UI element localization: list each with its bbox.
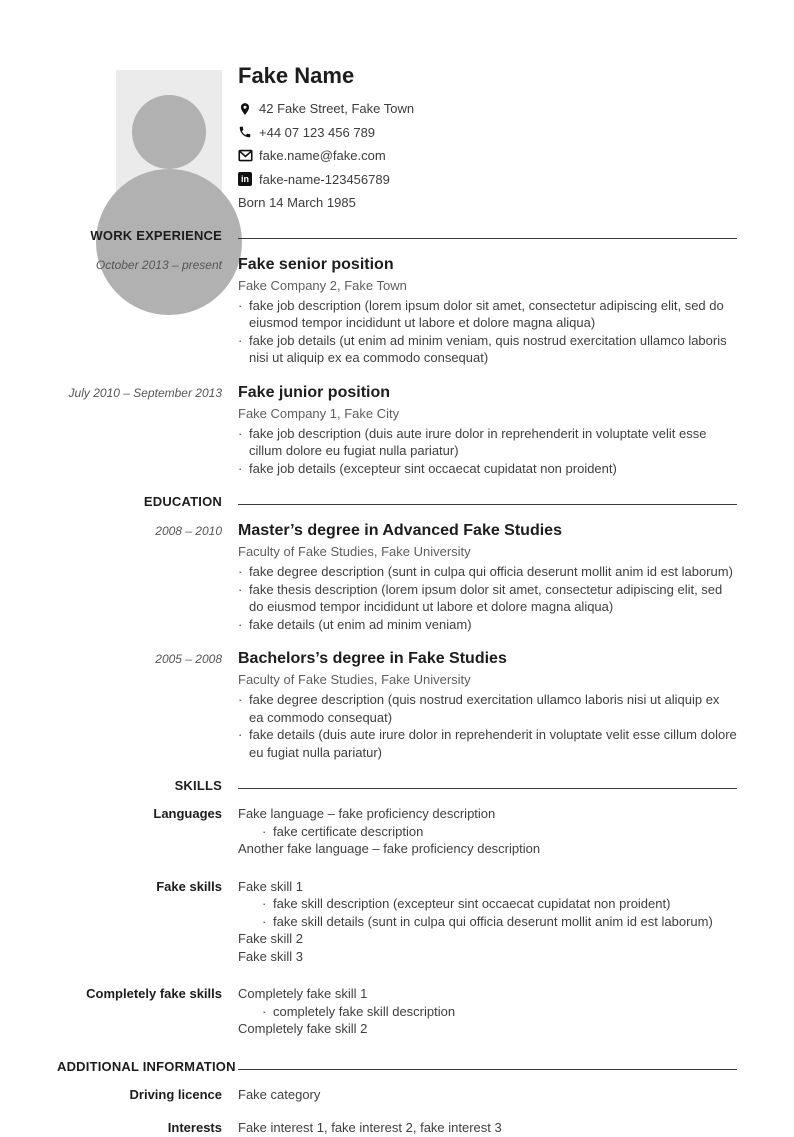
- skills-group-fake-skills: [57, 878, 737, 966]
- entry-title: Fake junior position: [238, 383, 391, 401]
- contact-phone-text: +44 07 123 456 789: [259, 124, 376, 140]
- person-name: Fake Name: [238, 63, 355, 88]
- contact-address-text: 42 Fake Street, Fake Town: [259, 101, 415, 117]
- bullet-text: fake job details (ut enim ad minim veniam, quis nostrud exercitation ullamco laboris nisi ut aliquip ex ea commodo consequat): [249, 332, 727, 365]
- group-label: Languages: [153, 806, 222, 821]
- entry-subtitle: Fake Company 1, Fake City: [238, 405, 400, 421]
- contact-row-address: [238, 97, 737, 121]
- location-pin-icon: [238, 102, 259, 116]
- entry-bullet: [238, 563, 737, 581]
- section-rule: [238, 504, 737, 505]
- contact-linkedin-text: fake-name-123456789: [259, 171, 390, 187]
- entry-title: Bachelors’s degree in Fake Studies: [238, 650, 507, 667]
- bullet-icon: ·: [262, 823, 267, 839]
- entry-title: Master’s degree in Advanced Fake Studies: [238, 522, 562, 539]
- work-entry-junior: [57, 383, 737, 478]
- section-rule: [238, 1069, 737, 1070]
- additional-row-interests: [57, 1119, 737, 1137]
- skill-line: Fake skill 2: [238, 931, 304, 946]
- bullet-icon: ·: [262, 1003, 267, 1019]
- entry-date: October 2013 – present: [95, 257, 222, 272]
- bullet-text: fake job description (duis aute irure dolor in reprehenderit in voluptate velit esse cillum dolore eu fugiat nulla pariatur): [249, 425, 707, 458]
- work-entry-senior: [57, 255, 737, 367]
- skill-sub-bullet: [238, 913, 737, 931]
- bullet-icon: ·: [238, 727, 243, 742]
- entry-date: July 2010 – September 2013: [68, 385, 222, 400]
- section-title: ADDITIONAL INFORMATION: [57, 1058, 236, 1074]
- group-label: Driving licence: [129, 1086, 222, 1102]
- skill-sub-bullet: [238, 1003, 737, 1021]
- profile-photo-placeholder: [116, 70, 222, 208]
- bullet-icon: ·: [238, 425, 243, 441]
- bullet-text: fake degree description (sunt in culpa qui officia deserunt mollit anim id est laborum): [249, 564, 733, 579]
- section-title: SKILLS: [174, 778, 222, 793]
- section-title: EDUCATION: [143, 494, 222, 509]
- section-header-education: [57, 493, 737, 511]
- section-header-additional-information: [57, 1058, 737, 1076]
- resume-header: [57, 63, 737, 215]
- contact-email-text: fake.name@fake.com: [259, 148, 386, 164]
- bullet-icon: ·: [238, 332, 243, 348]
- skill-line: Fake skill 1: [238, 878, 304, 894]
- entry-date: 2008 – 2010: [155, 524, 222, 538]
- entry-bullet: [238, 581, 737, 616]
- email-icon: [238, 149, 259, 162]
- bullet-text: fake details (duis aute irure dolor in reprehenderit in voluptate velit esse cillum dolore eu fugiat nulla pariatur): [249, 727, 737, 760]
- skill-line: Another fake language – fake proficiency description: [238, 841, 541, 856]
- bullet-text: fake details (ut enim ad minim veniam): [249, 616, 472, 632]
- bullet-text: fake skill description (excepteur sint occaecat cupidatat non proident): [273, 896, 671, 911]
- group-label: Fake skills: [156, 878, 222, 894]
- info-value: Fake category: [238, 1086, 321, 1102]
- bullet-icon: ·: [238, 692, 243, 707]
- info-value: Fake interest 1, fake interest 2, fake interest 3: [238, 1119, 502, 1135]
- bullet-icon: ·: [238, 564, 243, 579]
- section-title: WORK EXPERIENCE: [90, 227, 222, 243]
- contact-row-linkedin: [238, 168, 737, 192]
- education-entry-bachelors: [57, 649, 737, 761]
- skill-line: Completely fake skill 2: [238, 1021, 368, 1036]
- bullet-icon: ·: [238, 297, 243, 313]
- bullet-icon: ·: [238, 581, 243, 597]
- skill-line: Fake language – fake proficiency description: [238, 806, 496, 821]
- bullet-text: fake degree description (quis nostrud exercitation ullamco laboris nisi ut aliquip ex ea commodo consequat): [249, 692, 720, 725]
- bullet-text: fake skill details (sunt in culpa qui officia deserunt mollit anim id est laborum): [273, 913, 713, 929]
- entry-bullet: [238, 332, 737, 367]
- entry-bullet: [238, 425, 737, 460]
- group-label: Completely fake skills: [86, 986, 222, 1001]
- entry-date: 2005 – 2008: [155, 652, 222, 666]
- contact-row-phone: [238, 121, 737, 145]
- education-entry-masters: [57, 521, 737, 633]
- bullet-text: fake certificate description: [273, 823, 424, 839]
- bullet-icon: ·: [238, 460, 243, 476]
- person-avatar-icon: [116, 70, 222, 208]
- bullet-text: fake job description (lorem ipsum dolor sit amet, consectetur adipiscing elit, sed do eiusmod tempor incididunt ut labore et dolore magna aliqua): [249, 297, 724, 330]
- bullet-text: completely fake skill description: [273, 1003, 456, 1019]
- bullet-text: fake thesis description (lorem ipsum dolor sit amet, consectetur adipiscing elit, sed do eiusmod tempor incididunt ut labore et dolore magna aliqua): [249, 581, 723, 614]
- entry-bullet: [238, 726, 737, 761]
- birth-date-text: Born 14 March 1985: [238, 195, 356, 211]
- entry-subtitle: Faculty of Fake Studies, Fake University: [238, 672, 471, 687]
- group-label: Interests: [167, 1119, 222, 1135]
- skills-group-languages: [57, 805, 737, 858]
- skill-sub-bullet: [238, 823, 737, 841]
- linkedin-icon: [238, 172, 259, 186]
- section-header-skills: [57, 777, 737, 795]
- phone-icon: [238, 125, 259, 139]
- entry-bullet: [238, 297, 737, 332]
- section-rule: [238, 788, 737, 789]
- bullet-icon: ·: [262, 913, 267, 929]
- linkedin-badge-label: in: [238, 172, 252, 186]
- entry-bullet: [238, 691, 737, 726]
- section-header-work-experience: [57, 227, 737, 245]
- skill-sub-bullet: [238, 895, 737, 913]
- entry-subtitle: Faculty of Fake Studies, Fake University: [238, 544, 471, 559]
- skill-line: Fake skill 3: [238, 948, 304, 964]
- additional-row-driving-licence: [57, 1086, 737, 1104]
- contact-row-email: [238, 144, 737, 168]
- section-rule: [238, 238, 737, 239]
- skills-group-completely-fake: [57, 985, 737, 1038]
- entry-title: Fake senior position: [238, 255, 394, 273]
- bullet-icon: ·: [262, 896, 267, 911]
- entry-bullet: [238, 460, 737, 478]
- bullet-icon: ·: [238, 616, 243, 632]
- bullet-text: fake job details (excepteur sint occaecat cupidatat non proident): [249, 460, 617, 476]
- entry-subtitle: Fake Company 2, Fake Town: [238, 277, 407, 293]
- skill-line: Completely fake skill 1: [238, 986, 368, 1001]
- entry-bullet: [238, 616, 737, 634]
